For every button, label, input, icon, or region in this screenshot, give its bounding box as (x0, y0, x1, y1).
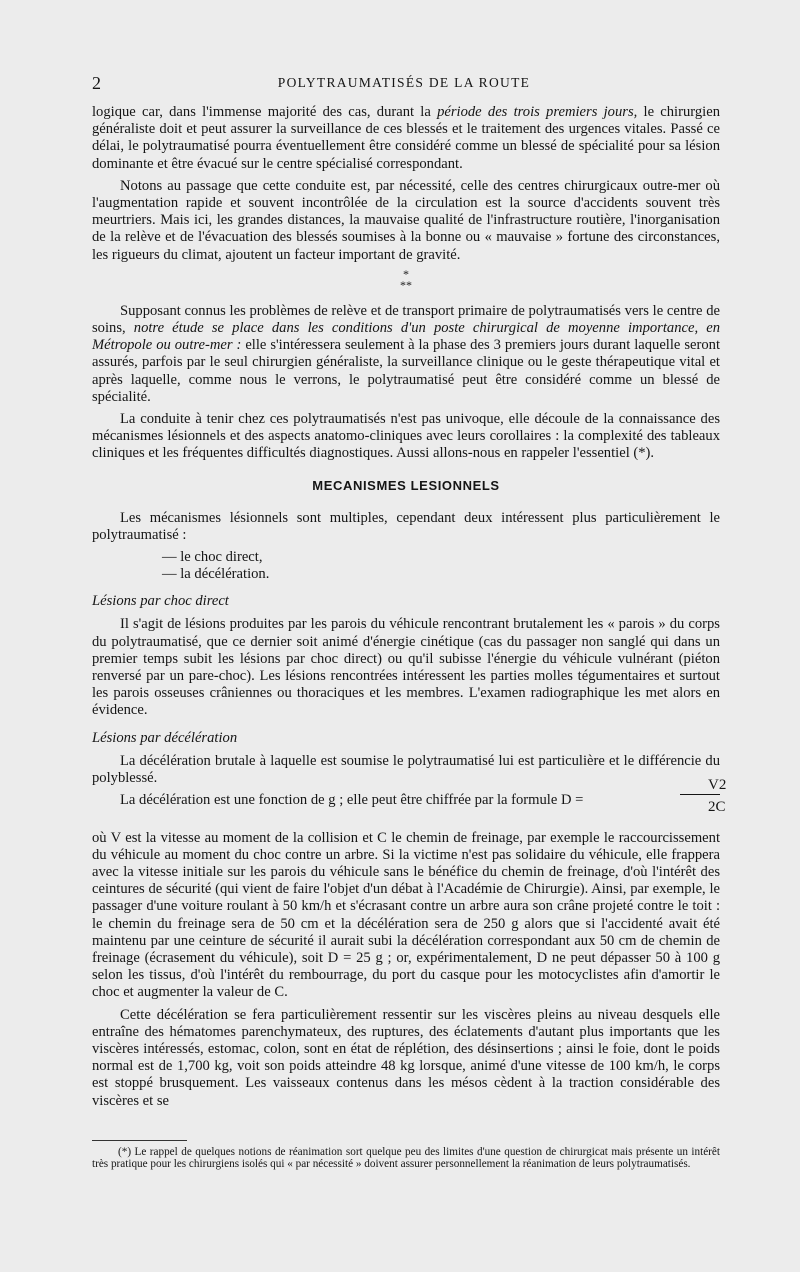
paragraph-9: où V est la vitesse au moment de la collision et C le chemin de freinage, par exemple le raccourcissement du véhicule au moment du choc contre un arbre. Si la victime n'est pas solidaire du véhicule, elle frappera avec la vitesse initiale sur les parois du véhicule sans le bénéfice du chemin de freinage, d'où l'intérêt des ceintures de sécurité (qui vient de faire l'objet d'un débat à l'Académie de Chirurgie). Ainsi, par exemple, le passager d'une voiture roulant à 50 km/h et s'écrasant contre un arbre aura son crâne projeté contre le toit : le chemin du freinage sera de 50 cm et la décélération sera de 250 g alors que si l'accidenté avait été maintenu par une ceinture de sécurité il aurait subi la décélération correspondant aux 50 cm de chemin de freinage (écrasement du véhicule), soit D = 25 g ; or, expérimentalement, D ne peut dépasser 50 à 100 g selon les tissus, d'où l'intérêt du rembourrage, du port du casque pour les motocyclistes afin d'amortir le choc et augmenter la valeur de C. (92, 829, 720, 1001)
footnote-text: (*) Le rappel de quelques notions de réanimation sort quelque peu des limites d'une question de chirurgicat mais présente un intérêt très pratique pour les chirurgiens isolés qui « par nécessité » doivent assurer personnellement la réanimation de leurs polytraumatisés. (92, 1146, 720, 1171)
paragraph-1-emphasis: période des trois premiers jours, (437, 104, 638, 120)
paragraph-10: Cette décélération se fera particulièrement ressentir sur les viscères pleins au niveau desquels elle entraîne des hématomes parenchymateux, des ruptures, des éclatements d'autant plus importants que les viscères intéressés, estomac, colon, sont en état de réplétion, des désinsertions ; ainsi le foie, dont le poids normal est de 1,700 kg, voit son poids atteindre 48 kg lorsque, animé d'une vitesse de 100 km/h, le corps est stoppé brusquement. Les vaisseaux contenus dans les mésos cèdent à la traction considérable des viscères et se (92, 1006, 720, 1109)
footnote (92, 1140, 720, 1171)
paragraph-1-text: logique car, dans l'immense majorité des cas, durant la (92, 104, 438, 120)
paragraph-1 (92, 104, 720, 173)
subheading-deceleration: Lésions par décélération (92, 729, 238, 746)
fraction-bar (680, 794, 720, 795)
paragraph-3-text: Supposant connus les problèmes de relève et de transport primaire de polytraumatisés vers le centre de soins, (92, 302, 720, 337)
body-text (92, 104, 727, 1115)
subheading-direct-impact: Lésions par choc direct (92, 593, 229, 610)
formula-fraction (680, 776, 727, 816)
paragraph-3-text-continued: elle s'intéressera seulement à la phase des 3 premiers jours durant laquelle seront assurés, parfois par le seul chirurgien généraliste, la surveillance clinique ou le geste thérapeutique vital et après laquelle, comme nous le verrons, le polytraumatisé peut être considéré comme un blessé de spécialité. (92, 337, 721, 405)
paragraph-3-emphasis: notre étude se place dans les conditions d'un poste chirurgical de moyenne importance, en Métropole ou outre-mer : (92, 320, 720, 354)
asterism-bottom: ** (400, 277, 412, 292)
formula-numerator: V2 (708, 777, 727, 794)
formula-paragraph (92, 777, 727, 816)
formula-denominator: 2C (708, 799, 726, 816)
section-heading: MECANISMES LESIONNELS (312, 477, 500, 493)
asterism-separator (92, 266, 720, 292)
list-item: — la décélération. (162, 566, 270, 583)
paragraph-2: Notons au passage que cette conduite est, par nécessité, celle des centres chirurgicaux outre-mer où l'augmentation rapide et souvent incontrôlée de la circulation est la source d'accidents souvent très meurtriers. Mais ici, les grandes distances, la mauvaise qualité de l'infrastructure routière, l'inorganisation de la relève et de l'évacuation des blessés soumises à la bonne ou « mauvaise » fortune des circonstances, les rigueurs du climat, ajoutent un facteur important de gravité. (92, 177, 720, 263)
mechanism-list (162, 549, 720, 583)
paragraph-4: La conduite à tenir chez ces polytraumatisés n'est pas univoque, elle découle de la connaissance des mécanismes lésionnels et des aspects anatomo-cliniques avec leurs corollaires : la complexité des tableaux cliniques et les fréquentes difficultés diagnostiques. Aussi allons-nous en rappeler l'essentiel (*). (92, 411, 720, 462)
running-head (92, 73, 716, 95)
page-number: 2 (92, 73, 101, 93)
running-title: POLYTRAUMATISÉS DE LA ROUTE (277, 75, 531, 90)
paragraph-3 (92, 303, 720, 406)
footnote-rule (92, 1140, 187, 1141)
formula-lead-text: La décélération est une fonction de g ; elle peut être chiffrée par la formule D = (120, 792, 584, 809)
paragraph-7: La décélération brutale à laquelle est soumise le polytraumatisé lui est particulière et le différencie du polyblessé. (92, 752, 720, 787)
paragraph-6: Il s'agit de lésions produites par les parois du véhicule rencontrant brutalement les « parois » du corps du polytraumatisé, que ce dernier soit animé d'énergie cinétique (cas du passager non sanglé qui dans un premier temps subit les lésions par choc direct) ou qu'il subisse l'énergie du véhicule vulnérant (piéton renversé par un pare-choc). Les lésions rencontrées intéressent les parties molles tégumentaires et surtout les parois osseuses crâniennes ou thoraciques et les membres. L'examen radiographique les met alors en évidence. (92, 616, 720, 719)
asterism-top: * (403, 266, 409, 281)
paragraph-1-text-continued: le chirurgien généraliste doit et peut assurer la surveillance de ces blessés et le traitement des urgences vitales. Passé ce délai, le polytraumatisé pourra éventuellement être considéré comme un blessé de spécialité pour sa lésion dominante et être évacué sur le centre spécialisé correspondant. (92, 104, 720, 172)
list-item: — le choc direct, (162, 549, 263, 566)
paragraph-5: Les mécanismes lésionnels sont multiples, cependant deux intéressent plus particulièrement le polytraumatisé : (92, 509, 720, 544)
